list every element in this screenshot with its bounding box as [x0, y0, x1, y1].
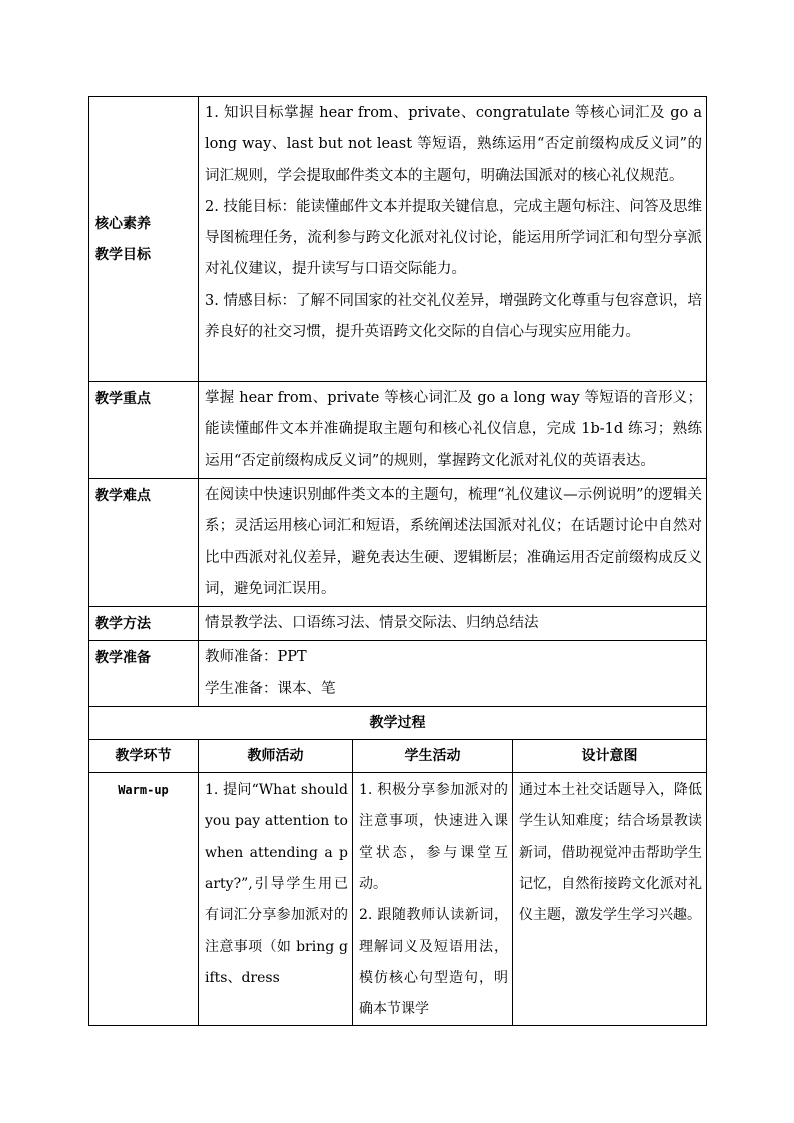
key-points-content: 掌握 hear from、private 等核心词汇及 go a long way 等短语的音形义；能读懂邮件文本并准确提取主题句和核心礼仪信息，完成 1b-1d 练习；熟练运用“否定前缀构成反义词”的规则，掌握跨文化派对礼仪的英语表达。: [199, 382, 707, 479]
warmup-design-intent: 通过本土社交话题导入，降低学生认知难度；结合场景教读新词，借助视觉冲击帮助学生记忆，自然衔接跨文化派对礼仪主题，激发学生学习兴趣。: [513, 773, 707, 1026]
warmup-teacher-activity: 1. 提问“What should you pay attention to when attending a party?”,引导学生用已有词汇分享参加派对的注意事项（如 bring gifts、dress: [199, 773, 353, 1026]
preparation-label: 教学准备: [89, 641, 199, 707]
student-activity-1: 1. 积极分享参加派对的注意事项，快速进入课堂状态，参与课堂互动。: [359, 782, 508, 892]
objective-skills: 2. 技能目标：能读懂邮件文本并提取关键信息，完成主题句标注、问答及思维导图梳理任务，流利参与跨文化派对礼仪讨论，能运用所学词汇和句型分享派对礼仪建议，提升读写与口语交际能力。: [205, 198, 703, 278]
methods-row: [89, 607, 707, 641]
warmup-row: [89, 773, 707, 1026]
methods-label: 教学方法: [89, 607, 199, 641]
process-header-row: [89, 740, 707, 773]
difficulties-content: 在阅读中快速识别邮件类文本的主题句，梳理“礼仪建议—示例说明”的逻辑关系；灵活运用核心词汇和短语，系统阐述法国派对礼仪；在话题讨论中自然对比中西派对礼仪差异，避免表达生硬、逻辑断层；准确运用否定前缀构成反义词，避免词汇误用。: [199, 479, 707, 607]
lesson-plan-page: [88, 96, 706, 1026]
teacher-preparation: 教师准备：PPT: [205, 649, 307, 666]
warmup-student-activity: [353, 773, 513, 1026]
objectives-label: [89, 97, 199, 382]
header-design-intent: 设计意图: [513, 740, 707, 773]
objectives-label-line1: 核心素养: [95, 216, 151, 232]
objectives-label-line2: 教学目标: [95, 247, 151, 263]
process-title: 教学过程: [89, 707, 707, 740]
key-points-row: [89, 382, 707, 479]
methods-content: 情景教学法、口语练习法、情景交际法、归纳总结法: [199, 607, 707, 641]
process-title-row: [89, 707, 707, 740]
difficulties-row: [89, 479, 707, 607]
objective-emotion: 3. 情感目标：了解不同国家的社交礼仪差异，增强跨文化尊重与包容意识，培养良好的社交习惯，提升英语跨文化交际的自信心与现实应用能力。: [205, 292, 703, 341]
student-preparation: 学生准备：课本、笔: [205, 680, 336, 697]
preparation-content: [199, 641, 707, 707]
preparation-row: [89, 641, 707, 707]
header-teacher-activity: 教师活动: [199, 740, 353, 773]
header-stage: 教学环节: [89, 740, 199, 773]
lesson-plan-table: [88, 96, 707, 1026]
key-points-label: 教学重点: [89, 382, 199, 479]
student-activity-2: 2. 跟随教师认读新词，理解词义及短语用法，模仿核心句型造句，明确本节课学: [359, 907, 508, 1018]
header-student-activity: 学生活动: [353, 740, 513, 773]
warmup-stage: Warm-up: [89, 773, 199, 1026]
difficulties-label: 教学难点: [89, 479, 199, 607]
objectives-row: [89, 97, 707, 382]
objective-knowledge: 1. 知识目标掌握 hear from、private、congratulate 等核心词汇及 go a long way、last but not least 等短语，熟练运用“否定前缀构成反义词”的词汇规则，学会提取邮件类文本的主题句，明确法国派对的核心礼仪规范。: [205, 105, 703, 184]
objectives-content: [199, 97, 707, 382]
